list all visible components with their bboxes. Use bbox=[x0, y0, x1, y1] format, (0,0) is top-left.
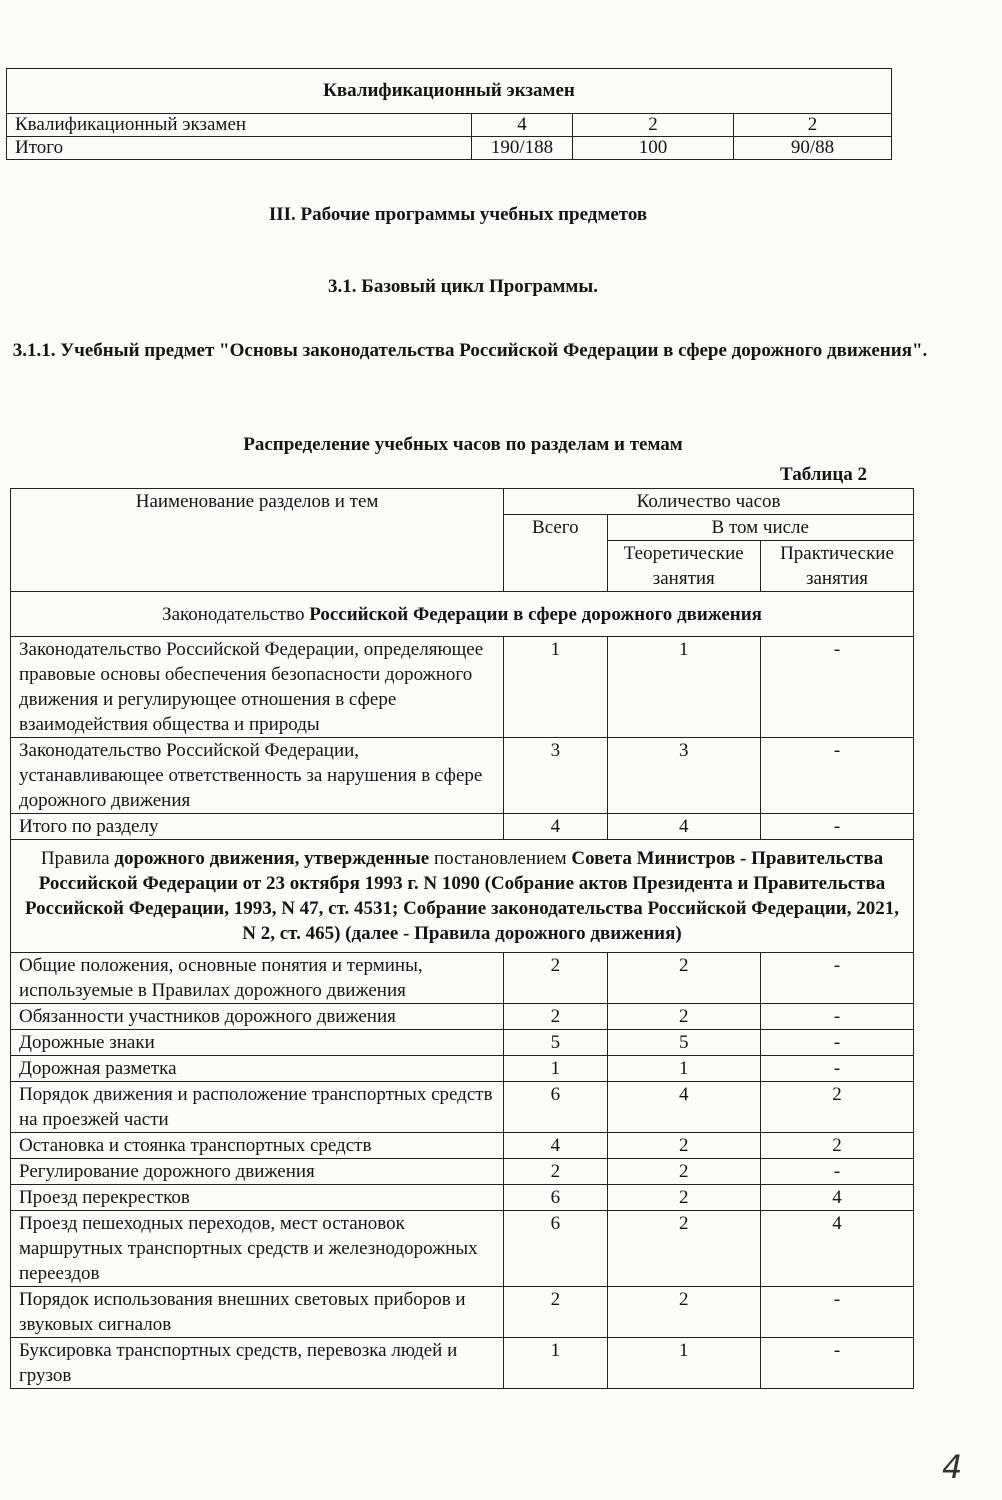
section-title-bold: Совета Министров - Правительства Российской Федерации от 23 октября 1993 г. N 1090 (Собрание актов Президента и Правительства Российской Федерации, 1993, N 47, ст. 4531; Собрание законодательства Российской Федерации, 2021, N 2, ст. 465) (далее - Правила дорожного движения) bbox=[25, 848, 899, 944]
row-theory: 1 bbox=[607, 1056, 760, 1082]
row-name: Порядок использования внешних световых приборов и звуковых сигналов bbox=[11, 1287, 504, 1338]
cycle-heading: 3.1. Базовый цикл Программы. bbox=[328, 276, 598, 297]
row-name: Регулирование дорожного движения bbox=[11, 1159, 504, 1185]
row-total: 2 bbox=[504, 1287, 607, 1338]
row-theory: 2 bbox=[607, 1133, 760, 1159]
row-name: Общие положения, основные понятия и термины, используемые в Правилах дорожного движения bbox=[11, 953, 504, 1004]
header-practice: Практические занятия bbox=[761, 541, 914, 592]
table-row bbox=[11, 1211, 914, 1287]
table-row bbox=[11, 637, 914, 738]
row-theory: 2 bbox=[573, 114, 734, 137]
row-theory: 2 bbox=[607, 1185, 760, 1211]
header-hours: Количество часов bbox=[504, 489, 914, 515]
row-practice: 2 bbox=[734, 114, 892, 137]
row-total: 4 bbox=[504, 1133, 607, 1159]
header-including: В том числе bbox=[607, 515, 913, 541]
table-row bbox=[11, 814, 914, 840]
table-row bbox=[7, 114, 892, 137]
row-practice: - bbox=[761, 1287, 914, 1338]
row-practice: - bbox=[761, 637, 914, 738]
row-name: Проезд пешеходных переходов, мест остановок маршрутных транспортных средств и железнодорожных переездов bbox=[11, 1211, 504, 1287]
row-total: 4 bbox=[504, 814, 607, 840]
table-row bbox=[7, 137, 892, 160]
row-theory: 4 bbox=[607, 1082, 760, 1133]
row-total: 6 bbox=[504, 1185, 607, 1211]
subject-heading: 3.1.1. Учебный предмет "Основы законодательства Российской Федерации в сфере дорожного движения". bbox=[12, 340, 928, 361]
table-row bbox=[11, 1133, 914, 1159]
row-total: 6 bbox=[504, 1082, 607, 1133]
section-title-plain: Законодательство bbox=[162, 603, 310, 625]
row-total: 2 bbox=[504, 1159, 607, 1185]
table-row bbox=[11, 1056, 914, 1082]
hours-distribution-table bbox=[10, 488, 914, 1389]
row-name: Итого bbox=[7, 137, 472, 160]
row-name: Итого по разделу bbox=[11, 814, 504, 840]
page-number: 4 bbox=[942, 1448, 963, 1486]
row-name: Остановка и стоянка транспортных средств bbox=[11, 1133, 504, 1159]
row-theory: 100 bbox=[573, 137, 734, 160]
row-name: Порядок движения и расположение транспортных средств на проезжей части bbox=[11, 1082, 504, 1133]
section-title bbox=[11, 592, 914, 637]
header-theory: Теоретические занятия bbox=[607, 541, 760, 592]
table-row bbox=[11, 1287, 914, 1338]
row-theory: 2 bbox=[607, 1287, 760, 1338]
table-row bbox=[11, 738, 914, 814]
row-name: Квалификационный экзамен bbox=[7, 114, 472, 137]
section-title bbox=[11, 840, 914, 953]
row-name: Буксировка транспортных средств, перевозка людей и грузов bbox=[11, 1338, 504, 1389]
row-theory: 1 bbox=[607, 637, 760, 738]
row-theory: 4 bbox=[607, 814, 760, 840]
row-total: 2 bbox=[504, 953, 607, 1004]
row-total: 3 bbox=[504, 738, 607, 814]
row-total: 190/188 bbox=[472, 137, 573, 160]
header-name: Наименование разделов и тем bbox=[11, 489, 504, 592]
row-practice: - bbox=[761, 1030, 914, 1056]
table-row bbox=[11, 1185, 914, 1211]
table-row bbox=[11, 953, 914, 1004]
section-title-bold: дорожного движения, утвержденные bbox=[114, 848, 430, 869]
row-theory: 5 bbox=[607, 1030, 760, 1056]
row-total: 6 bbox=[504, 1211, 607, 1287]
table-label: Таблица 2 bbox=[780, 464, 868, 485]
section2-rows bbox=[11, 953, 914, 1389]
row-practice: - bbox=[761, 1056, 914, 1082]
section1-rows bbox=[11, 637, 914, 840]
row-practice: - bbox=[761, 738, 914, 814]
section-title-bold: Российской Федерации в сфере дорожного движения bbox=[309, 603, 762, 625]
row-theory: 2 bbox=[607, 1159, 760, 1185]
row-theory: 2 bbox=[607, 1211, 760, 1287]
row-theory: 1 bbox=[607, 1338, 760, 1389]
row-name: Законодательство Российской Федерации, устанавливающее ответственность за нарушения в сфере дорожного движения bbox=[11, 738, 504, 814]
row-practice: - bbox=[761, 1159, 914, 1185]
row-practice: 4 bbox=[761, 1211, 914, 1287]
row-theory: 2 bbox=[607, 953, 760, 1004]
row-practice: 2 bbox=[761, 1082, 914, 1133]
row-name: Законодательство Российской Федерации, определяющее правовые основы обеспечения безопасности дорожного движения и регулирующее отношения в сфере взаимодействия общества и природы bbox=[11, 637, 504, 738]
row-theory: 2 bbox=[607, 1004, 760, 1030]
qualification-exam-table bbox=[6, 68, 892, 160]
row-practice: 2 bbox=[761, 1133, 914, 1159]
row-total: 2 bbox=[504, 1004, 607, 1030]
top-table-header: Квалификационный экзамен bbox=[7, 69, 892, 114]
header-total: Всего bbox=[504, 515, 607, 592]
row-total: 5 bbox=[504, 1030, 607, 1056]
row-name: Дорожные знаки bbox=[11, 1030, 504, 1056]
table-row bbox=[11, 1338, 914, 1389]
row-name: Проезд перекрестков bbox=[11, 1185, 504, 1211]
table-row bbox=[11, 1159, 914, 1185]
row-practice: - bbox=[761, 953, 914, 1004]
section-title-plain: Правила bbox=[40, 848, 115, 869]
row-practice: - bbox=[761, 814, 914, 840]
section-title-plain: постановлением bbox=[429, 848, 572, 869]
row-total: 4 bbox=[472, 114, 573, 137]
row-practice: 4 bbox=[761, 1185, 914, 1211]
row-total: 1 bbox=[504, 1056, 607, 1082]
row-practice: 90/88 bbox=[734, 137, 892, 160]
table-row bbox=[11, 1030, 914, 1056]
row-name: Дорожная разметка bbox=[11, 1056, 504, 1082]
row-name: Обязанности участников дорожного движения bbox=[11, 1004, 504, 1030]
table-row bbox=[11, 1004, 914, 1030]
row-total: 1 bbox=[504, 637, 607, 738]
row-practice: - bbox=[761, 1004, 914, 1030]
row-practice: - bbox=[761, 1338, 914, 1389]
row-theory: 3 bbox=[607, 738, 760, 814]
row-total: 1 bbox=[504, 1338, 607, 1389]
section-heading: III. Рабочие программы учебных предметов bbox=[268, 204, 648, 225]
table-row bbox=[11, 1082, 914, 1133]
distribution-heading: Распределение учебных часов по разделам и темам bbox=[243, 434, 683, 455]
